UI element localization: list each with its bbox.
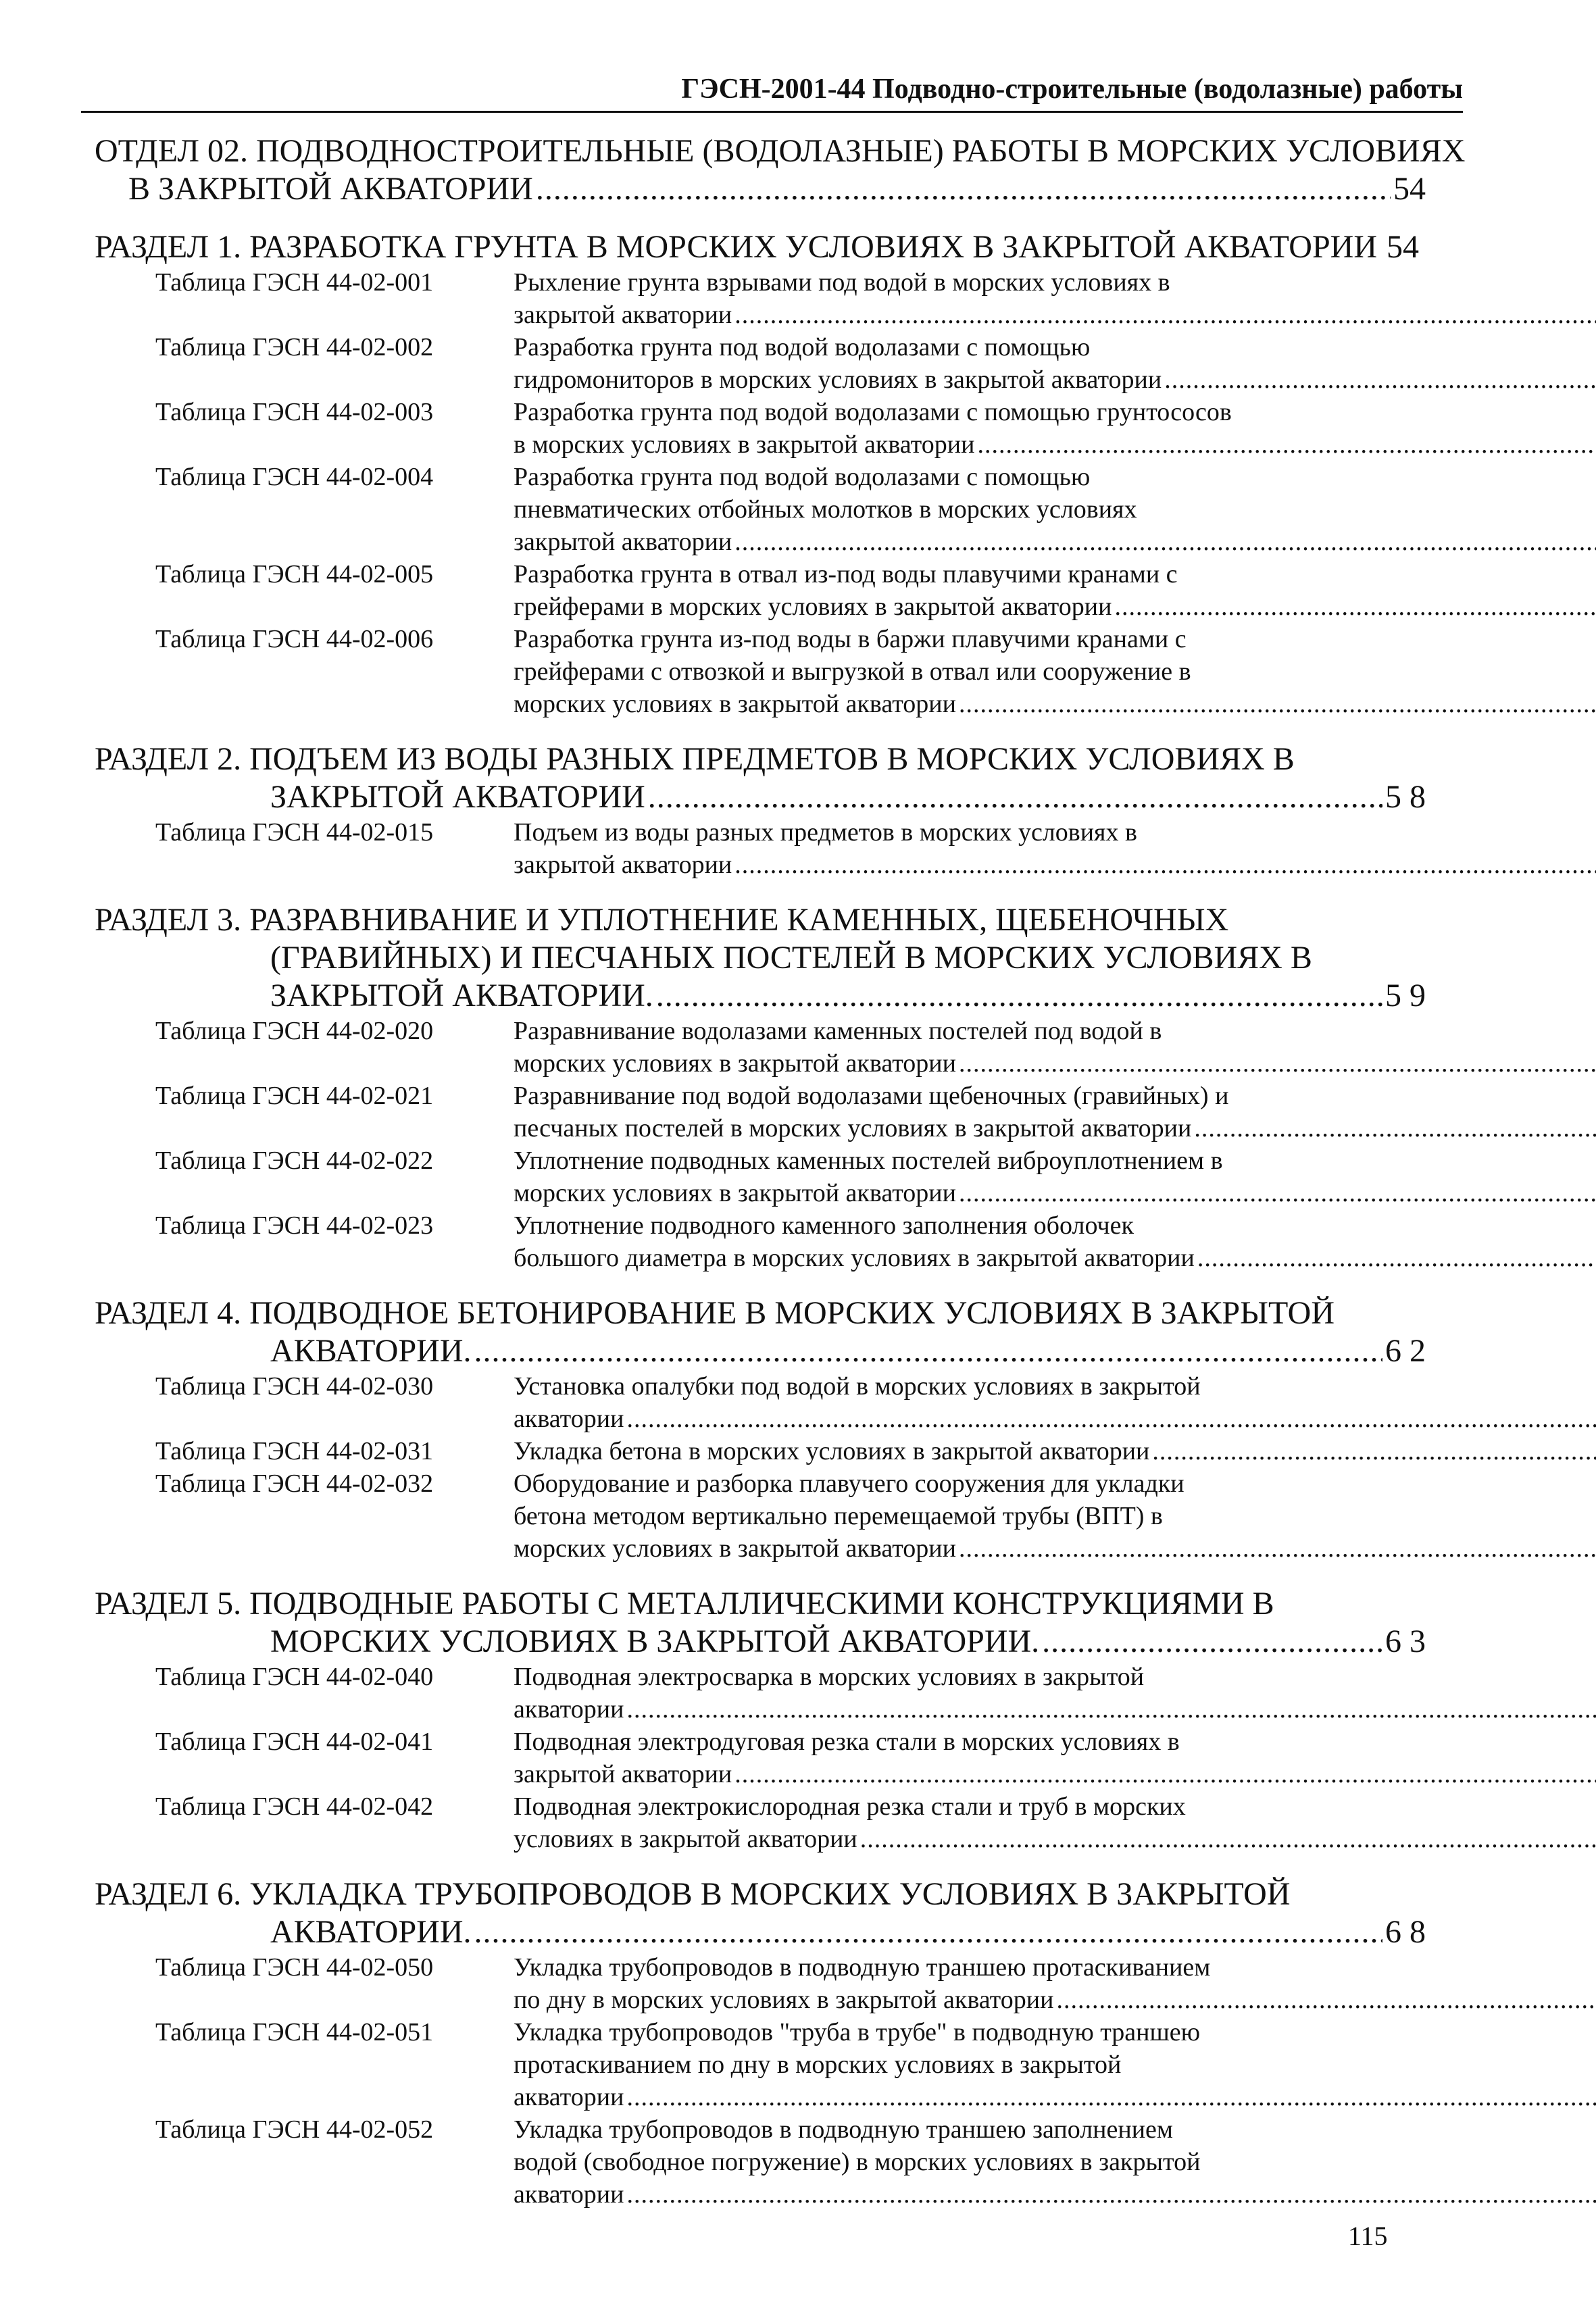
section-heading-text: АКВАТОРИИ. [270,1333,472,1369]
toc-section-heading [95,1876,1426,1951]
dot-leader [959,688,1596,720]
dot-leader [977,428,1596,461]
toc-section-heading [95,1585,1426,1661]
entry-last-line [514,1758,1596,1790]
dot-leader [626,1693,1596,1726]
toc-entry [95,2113,1426,2211]
table-code: Таблица ГЭСН 44-02-015 [155,818,434,847]
table-code: Таблица ГЭСН 44-02-052 [155,2115,434,2144]
entry-last-line [514,1693,1596,1726]
entry-title [514,1015,1596,1080]
section-heading-line: ОТДЕЛ 02. ПОДВОДНОСТРОИТЕЛЬНЫЕ (ВОДОЛАЗНЫЕ) РАБОТЫ В МОРСКИХ УСЛОВИЯХ [95,133,1466,169]
dot-leader [1152,1435,1596,1467]
entry-title [514,396,1596,461]
toc-entry [95,461,1426,558]
entry-text: условиях в закрытой акватории [514,1825,857,1853]
entry-text: в морских условиях в закрытой акватории [514,430,975,459]
toc-entry [95,1790,1426,1855]
entry-last-line [514,526,1596,558]
section-heading-line: (ГРАВИЙНЫХ) И ПЕСЧАНЫХ ПОСТЕЛЕЙ В МОРСКИХ УСЛОВИЯХ В [270,940,1312,976]
entry-title [514,266,1596,331]
table-code: Таблица ГЭСН 44-02-042 [155,1792,434,1821]
section-heading-line: РАЗДЕЛ 2. ПОДЪЕМ ИЗ ВОДЫ РАЗНЫХ ПРЕДМЕТОВ В МОРСКИХ УСЛОВИЯХ В [95,741,1295,777]
entry-title-line: Укладка трубопроводов в подводную траншею заполнением [514,2115,1173,2144]
section-heading-text: АКВАТОРИИ. [270,1914,472,1950]
entry-text: акватории [514,2083,624,2111]
dot-leader [1164,363,1596,396]
table-code: Таблица ГЭСН 44-02-005 [155,560,434,588]
entry-last-line [514,1823,1596,1855]
entry-text: закрытой акватории [514,1760,732,1788]
entry-title-line: Разработка грунта в отвал из-под воды плавучими кранами с [514,560,1178,588]
entry-text: большого диаметра в морских условиях в закрытой акватории [514,1244,1195,1272]
section-heading-line: РАЗДЕЛ 6. УКЛАДКА ТРУБОПРОВОДОВ В МОРСКИХ УСЛОВИЯХ В ЗАКРЫТОЙ [95,1876,1291,1912]
entry-title-line: Подводная электросварка в морских условиях в закрытой [514,1663,1145,1691]
table-code: Таблица ГЭСН 44-02-032 [155,1469,434,1498]
section-heading-page: 6 8 [1385,1914,1426,1950]
section-heading-page: 5 9 [1385,978,1426,1013]
dot-leader [1042,1623,1382,1661]
entry-last-line [514,363,1596,396]
toc-entry [95,1726,1426,1790]
entry-title-line: Разравнивание под водой водолазами щебеночных (гравийных) и [514,1082,1229,1110]
entry-text: песчаных постелей в морских условиях в закрытой акватории [514,1114,1192,1142]
toc-entry [95,1661,1426,1726]
entry-title-line: Уплотнение подводных каменных постелей виброуплотнением в [514,1147,1223,1175]
section-heading-text: РАЗДЕЛ 1. РАЗРАБОТКА ГРУНТА В МОРСКИХ УСЛОВИЯХ В ЗАКРЫТОЙ АКВАТОРИИ [95,229,1377,265]
entry-last-line [514,1242,1596,1274]
section-heading-line: РАЗДЕЛ 3. РАЗРАВНИВАНИЕ И УПЛОТНЕНИЕ КАМЕННЫХ, ЩЕБЕНОЧНЫХ [95,902,1229,938]
table-code: Таблица ГЭСН 44-02-021 [155,1082,434,1110]
entry-title-line: Подводная электродуговая резка стали в морских условиях в [514,1728,1180,1756]
entry-title-line: Установка опалубки под водой в морских условиях в закрытой [514,1372,1201,1401]
dot-leader [626,2178,1596,2211]
entry-last-line [514,2178,1596,2211]
toc-entry [95,1467,1426,1565]
entry-last-line [514,1403,1596,1435]
section-heading-page: 54 [1387,229,1419,265]
entry-title [514,558,1596,623]
dot-leader [959,1047,1596,1080]
entry-text: грейферами в морских условиях в закрытой акватории [514,593,1112,621]
entry-title [514,816,1596,881]
toc-section-heading [95,901,1426,1015]
table-code: Таблица ГЭСН 44-02-030 [155,1372,434,1401]
dot-leader [1114,590,1596,623]
section-heading-last-line [95,228,1426,266]
section-heading-last-line [270,1332,1426,1370]
dot-leader [860,1823,1596,1855]
section-heading-line: РАЗДЕЛ 5. ПОДВОДНЫЕ РАБОТЫ С МЕТАЛЛИЧЕСКИМИ КОНСТРУКЦИЯМИ В [95,1586,1274,1621]
entry-text: по дну в морских условиях в закрытой акватории [514,1986,1054,2014]
section-heading-text: МОРСКИХ УСЛОВИЯХ В ЗАКРЫТОЙ АКВАТОРИИ. [270,1624,1040,1659]
table-code: Таблица ГЭСН 44-02-001 [155,268,434,297]
entry-title [514,461,1596,558]
table-code: Таблица ГЭСН 44-02-023 [155,1211,434,1240]
section-heading-text: В ЗАКРЫТОЙ АКВАТОРИИ [128,171,533,207]
table-code: Таблица ГЭСН 44-02-051 [155,2018,434,2046]
dot-leader [626,2081,1596,2113]
entry-text: закрытой акватории [514,301,732,329]
entry-title [514,1370,1596,1435]
dot-leader [734,299,1596,331]
table-code: Таблица ГЭСН 44-02-050 [155,1953,434,1982]
entry-title-line: Укладка трубопроводов в подводную траншею протаскиванием [514,1953,1211,1982]
dot-leader [1194,1112,1596,1145]
toc-entry [95,816,1426,881]
toc-section-heading [95,1294,1426,1370]
dot-leader [474,1332,1383,1370]
toc-section-heading [95,132,1466,208]
entry-title [514,1661,1596,1726]
entry-title-line: Разработка грунта под водой водолазами с помощью [514,463,1091,491]
section-heading-page: 5 8 [1385,779,1426,815]
entry-title-line: протаскиванием по дну в морских условиях в закрытой [514,2051,1122,2079]
entry-title [514,331,1596,396]
dot-leader [1056,1984,1596,2016]
entry-title-line: Рыхление грунта взрывами под водой в морских условиях в [514,268,1170,297]
dot-leader [734,849,1596,881]
entry-title [514,1435,1596,1467]
entry-last-line [514,1177,1596,1209]
entry-last-line [514,1047,1596,1080]
section-heading-last-line [270,977,1426,1015]
toc-entry [95,1080,1426,1145]
table-code: Таблица ГЭСН 44-02-003 [155,398,434,426]
entry-title-line: грейферами с отвозкой и выгрузкой в отвал или сооружение в [514,657,1191,686]
entry-title-line: Укладка трубопроводов "труба в трубе" в подводную траншею [514,2018,1200,2046]
entry-text: акватории [514,1695,624,1724]
dot-leader [626,1403,1596,1435]
toc-entry [95,558,1426,623]
toc-entry [95,1209,1426,1274]
table-code: Таблица ГЭСН 44-02-040 [155,1663,434,1691]
entry-title [514,1726,1596,1790]
section-heading-page: 6 3 [1385,1624,1426,1659]
entry-text: морских условиях в закрытой акватории [514,1179,956,1207]
section-heading-last-line [270,1623,1426,1661]
section-heading-last-line [270,1913,1426,1951]
entry-title [514,2016,1596,2113]
toc-entry [95,396,1426,461]
section-heading-page: 54 [1393,171,1426,207]
dot-leader [536,170,1391,208]
dot-leader [959,1177,1596,1209]
toc-entry [95,1435,1426,1467]
entry-last-line [514,299,1596,331]
entry-last-line [514,428,1596,461]
entry-title-line: Разработка грунта под водой водолазами с помощью [514,333,1091,361]
toc-entry [95,2016,1426,2113]
entry-title [514,1467,1596,1565]
section-heading-text: ЗАКРЫТОЙ АКВАТОРИИ. [270,978,653,1013]
toc-entry [95,331,1426,396]
section-heading-page: 6 2 [1385,1333,1426,1369]
dot-leader [734,526,1596,558]
entry-title-line: Подводная электрокислородная резка стали и труб в морских [514,1792,1186,1821]
table-code: Таблица ГЭСН 44-02-041 [155,1728,434,1756]
toc-entry [95,1951,1426,2016]
toc-entry [95,1015,1426,1080]
entry-text: Укладка бетона в морских условиях в закрытой акватории [514,1437,1150,1465]
toc-entry [95,1145,1426,1209]
entry-title-line: Подъем из воды разных предметов в морских условиях в [514,818,1137,847]
entry-text: морских условиях в закрытой акватории [514,690,956,718]
dot-leader [648,778,1382,816]
entry-title [514,1145,1596,1209]
entry-text: акватории [514,2180,624,2209]
entry-title [514,1080,1596,1145]
entry-last-line [514,1984,1596,2016]
section-heading-line: РАЗДЕЛ 4. ПОДВОДНОЕ БЕТОНИРОВАНИЕ В МОРСКИХ УСЛОВИЯХ В ЗАКРЫТОЙ [95,1295,1335,1331]
table-code: Таблица ГЭСН 44-02-022 [155,1147,434,1175]
entry-title-line: Уплотнение подводного каменного заполнения оболочек [514,1211,1134,1240]
dot-leader [474,1913,1383,1951]
entry-title [514,1790,1596,1855]
dot-leader [1197,1242,1596,1274]
toc-section-heading [95,740,1426,816]
entry-title [514,623,1596,720]
entry-text: закрытой акватории [514,528,732,556]
toc-section-heading [95,228,1426,266]
entry-title [514,1951,1596,2016]
table-code: Таблица ГЭСН 44-02-020 [155,1017,434,1045]
entry-last-line [514,1112,1596,1145]
entry-last-line [514,849,1596,881]
dot-leader [656,977,1382,1015]
entry-text: гидромониторов в морских условиях в закрытой акватории [514,366,1162,394]
entry-last-line [514,1532,1596,1565]
section-heading-last-line [270,778,1426,816]
dot-leader [959,1532,1596,1565]
entry-title-line: Разработка грунта из-под воды в баржи плавучими кранами с [514,625,1187,653]
section-heading-last-line [128,170,1426,208]
entry-last-line [514,590,1596,623]
table-code: Таблица ГЭСН 44-02-002 [155,333,434,361]
entry-text: морских условиях в закрытой акватории [514,1049,956,1078]
section-heading-text: ЗАКРЫТОЙ АКВАТОРИИ [270,779,645,815]
entry-last-line [514,688,1596,720]
entry-text: морских условиях в закрытой акватории [514,1534,956,1563]
entry-title-line: водой (свободное погружение) в морских условиях в закрытой [514,2148,1201,2176]
toc-entry [95,266,1426,331]
entry-last-line [514,2081,1596,2113]
page-number: 115 [1348,2221,1388,2251]
entry-title [514,2113,1596,2211]
running-header: ГЭСН-2001-44 Подводно-строительные (водолазные) работы [81,72,1463,113]
entry-last-line [514,1435,1596,1467]
entry-text: акватории [514,1405,624,1433]
entry-title [514,1209,1596,1274]
entry-title-line: пневматических отбойных молотков в морских условиях [514,495,1137,524]
toc-entry [95,1370,1426,1435]
entry-text: закрытой акватории [514,851,732,879]
entry-title-line: бетона методом вертикально перемещаемой трубы (ВПТ) в [514,1502,1163,1530]
table-code: Таблица ГЭСН 44-02-004 [155,463,434,491]
toc-entry [95,623,1426,720]
entry-title-line: Разработка грунта под водой водолазами с помощью грунтососов [514,398,1232,426]
dot-leader [734,1758,1596,1790]
entry-title-line: Разравнивание водолазами каменных постелей под водой в [514,1017,1162,1045]
table-code: Таблица ГЭСН 44-02-006 [155,625,434,653]
table-of-contents [95,132,1466,2211]
table-code: Таблица ГЭСН 44-02-031 [155,1437,434,1465]
entry-title-line: Оборудование и разборка плавучего сооружения для укладки [514,1469,1184,1498]
